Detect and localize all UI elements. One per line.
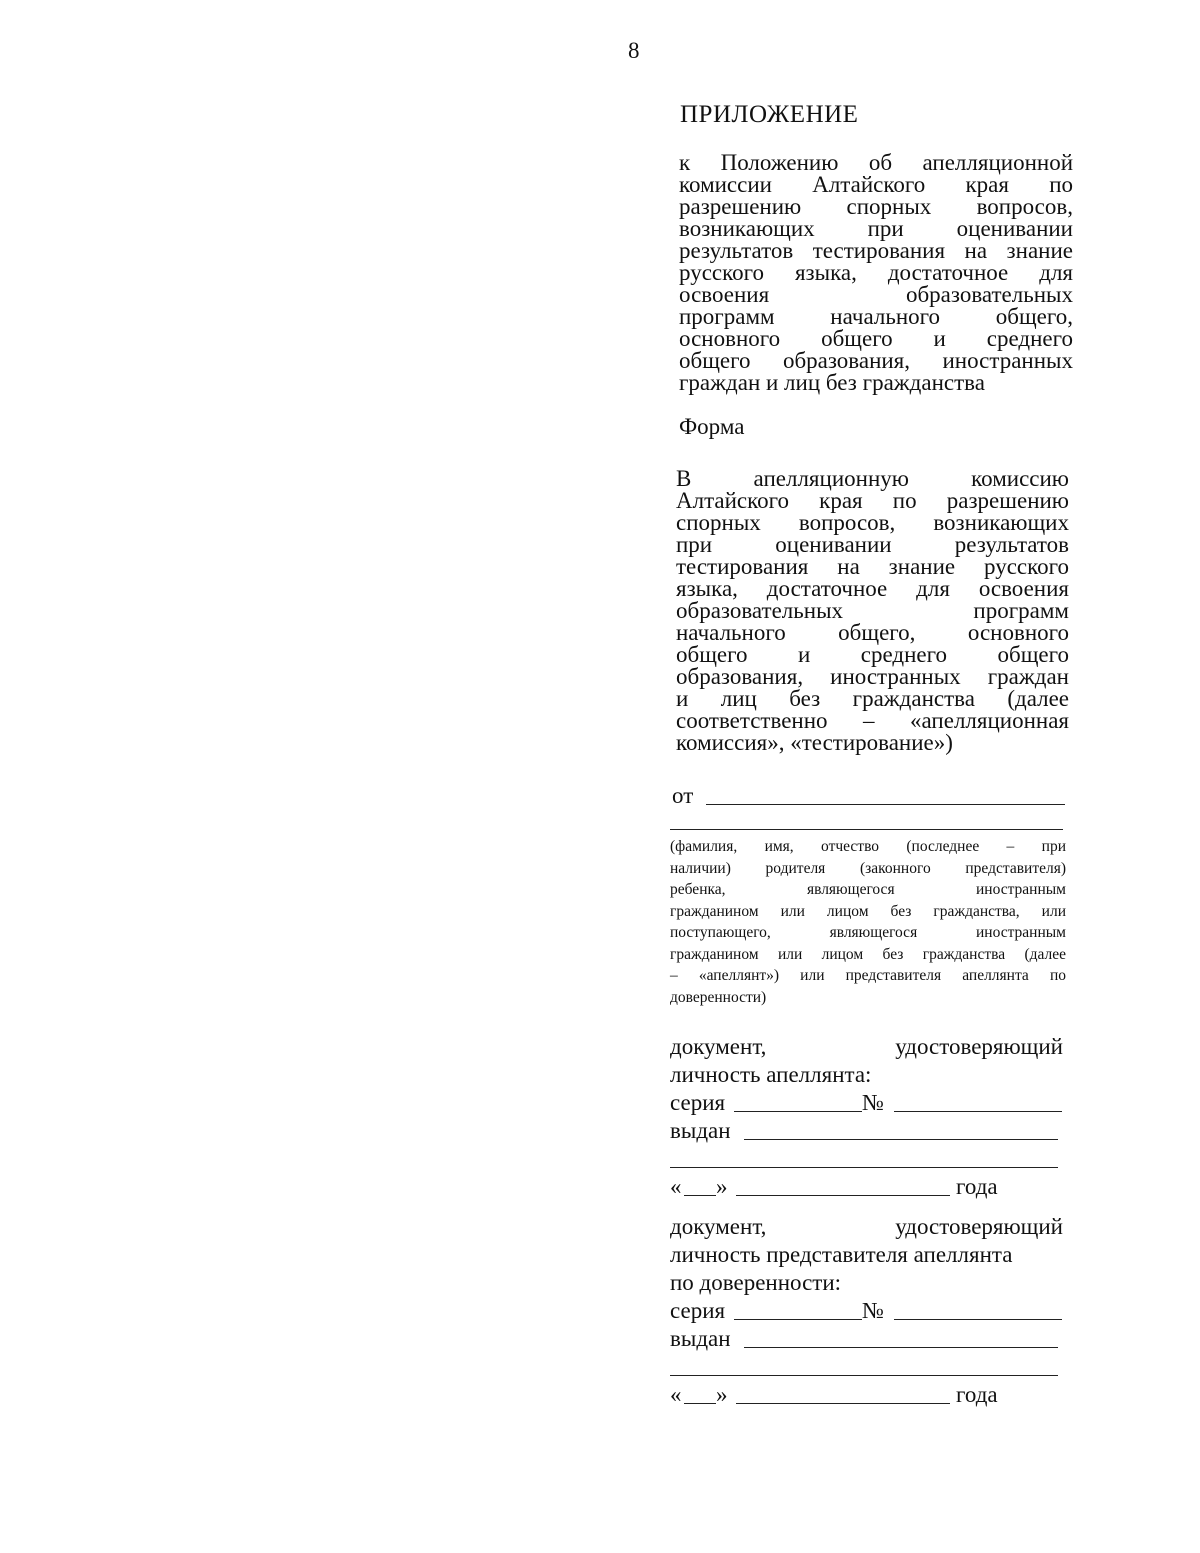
quote-close: » [716,1174,728,1199]
caption-line: гражданином или лицом без гражданства, или [670,902,1066,920]
caption-line: (фамилия, имя, отчество (последнее – при [670,838,1066,855]
year-label: года [956,1382,998,1407]
from-name-field-line2[interactable] [670,829,1063,830]
appendix-line: к Положению об апелляционной [679,150,1073,175]
appendix-reference [679,152,1073,394]
appellant-date-row [670,1173,1063,1201]
quote-open: « [670,1382,682,1407]
rep-issued-field[interactable] [744,1347,1058,1348]
series-label: серия [670,1090,726,1115]
representative-document-block [670,1213,1063,1409]
appendix-line: основного общего и среднего [679,326,1073,351]
caption-line: гражданином или лицом без гражданства (далее [670,945,1066,963]
appellant-day-field[interactable] [684,1195,716,1196]
rep-doc-title-line2: личность представителя апеллянта [670,1242,1013,1267]
appendix-line: комиссии Алтайского края по [679,172,1073,197]
rep-day-field[interactable] [684,1403,716,1404]
appellant-doc-title-line1: документ, удостоверяющий [670,1034,1063,1059]
appendix-line: общего образования, иностранных [679,348,1073,373]
appellant-month-year-field[interactable] [736,1195,950,1196]
from-name-field[interactable] [706,804,1065,805]
rep-issued-row2 [670,1353,1063,1381]
rep-doc-title-line3: по доверенности: [670,1270,842,1295]
from-row [672,783,1067,809]
appellant-series-row [670,1089,1063,1117]
series-label: серия [670,1298,726,1323]
quote-open: « [670,1174,682,1199]
caption-line: – «апеллянт») или представителя апеллянта по [670,967,1066,984]
rep-series-field[interactable] [734,1319,862,1320]
appellant-number-field[interactable] [894,1111,1062,1112]
rep-issued-row [670,1325,1063,1353]
addressee-line: и лиц без гражданства (далее [676,686,1069,711]
appellant-issued-field-line2[interactable] [670,1167,1058,1168]
addressee-line: общего и среднего общего [676,642,1069,667]
appendix-line: программ начального общего, [679,304,1073,329]
addressee-block [676,468,1069,754]
page-number: 8 [628,38,640,63]
issued-label: выдан [670,1326,731,1351]
addressee-line: соответственно – «апелляционная [676,708,1069,733]
from-label: от [672,783,694,808]
addressee-line: спорных вопросов, возникающих [676,510,1069,535]
appendix-line: разрешению спорных вопросов, [679,194,1073,219]
addressee-line: языка, достаточное для освоения [676,576,1069,601]
caption-line: доверенности) [670,988,767,1006]
quote-close: » [716,1382,728,1407]
appellant-document-block [670,1033,1063,1201]
appendix-heading: ПРИЛОЖЕНИЕ [680,101,859,128]
appellant-series-field[interactable] [734,1111,862,1112]
appellant-issued-field[interactable] [744,1139,1058,1140]
appendix-line: русского языка, достаточное для [679,260,1073,285]
from-caption [670,836,1066,1008]
addressee-line: при оценивании результатов [676,532,1069,557]
appendix-line: граждан и лиц без гражданства [679,370,985,395]
addressee-line: начального общего, основного [676,620,1069,645]
addressee-line: комиссия», «тестирование») [676,730,953,755]
number-label: № [862,1298,884,1323]
addressee-line: тестирования на знание русского [676,554,1069,579]
year-label: года [956,1174,998,1199]
rep-doc-title-line1: документ, удостоверяющий [670,1214,1063,1239]
appendix-line: возникающих при оценивании [679,216,1073,241]
appendix-line: результатов тестирования на знание [679,238,1073,263]
addressee-line: образовательных программ [676,598,1069,623]
rep-series-row [670,1297,1063,1325]
appellant-issued-row2 [670,1145,1063,1173]
rep-date-row [670,1381,1063,1409]
number-label: № [862,1090,884,1115]
rep-number-field[interactable] [894,1319,1062,1320]
appendix-line: освоения образовательных [679,282,1073,307]
form-label: Форма [679,414,745,439]
caption-line: поступающего, являющегося иностранным [670,924,1066,941]
appellant-doc-title-line2: личность апеллянта: [670,1062,872,1087]
rep-issued-field-line2[interactable] [670,1375,1058,1376]
rep-month-year-field[interactable] [736,1403,950,1404]
addressee-line: образования, иностранных граждан [676,664,1069,689]
addressee-line: В апелляционную комиссию [676,466,1069,491]
caption-line: ребенка, являющегося иностранным [670,881,1066,898]
appellant-issued-row [670,1117,1063,1145]
caption-line: наличии) родителя (законного представителя) [670,859,1066,877]
issued-label: выдан [670,1118,731,1143]
addressee-line: Алтайского края по разрешению [676,488,1069,513]
